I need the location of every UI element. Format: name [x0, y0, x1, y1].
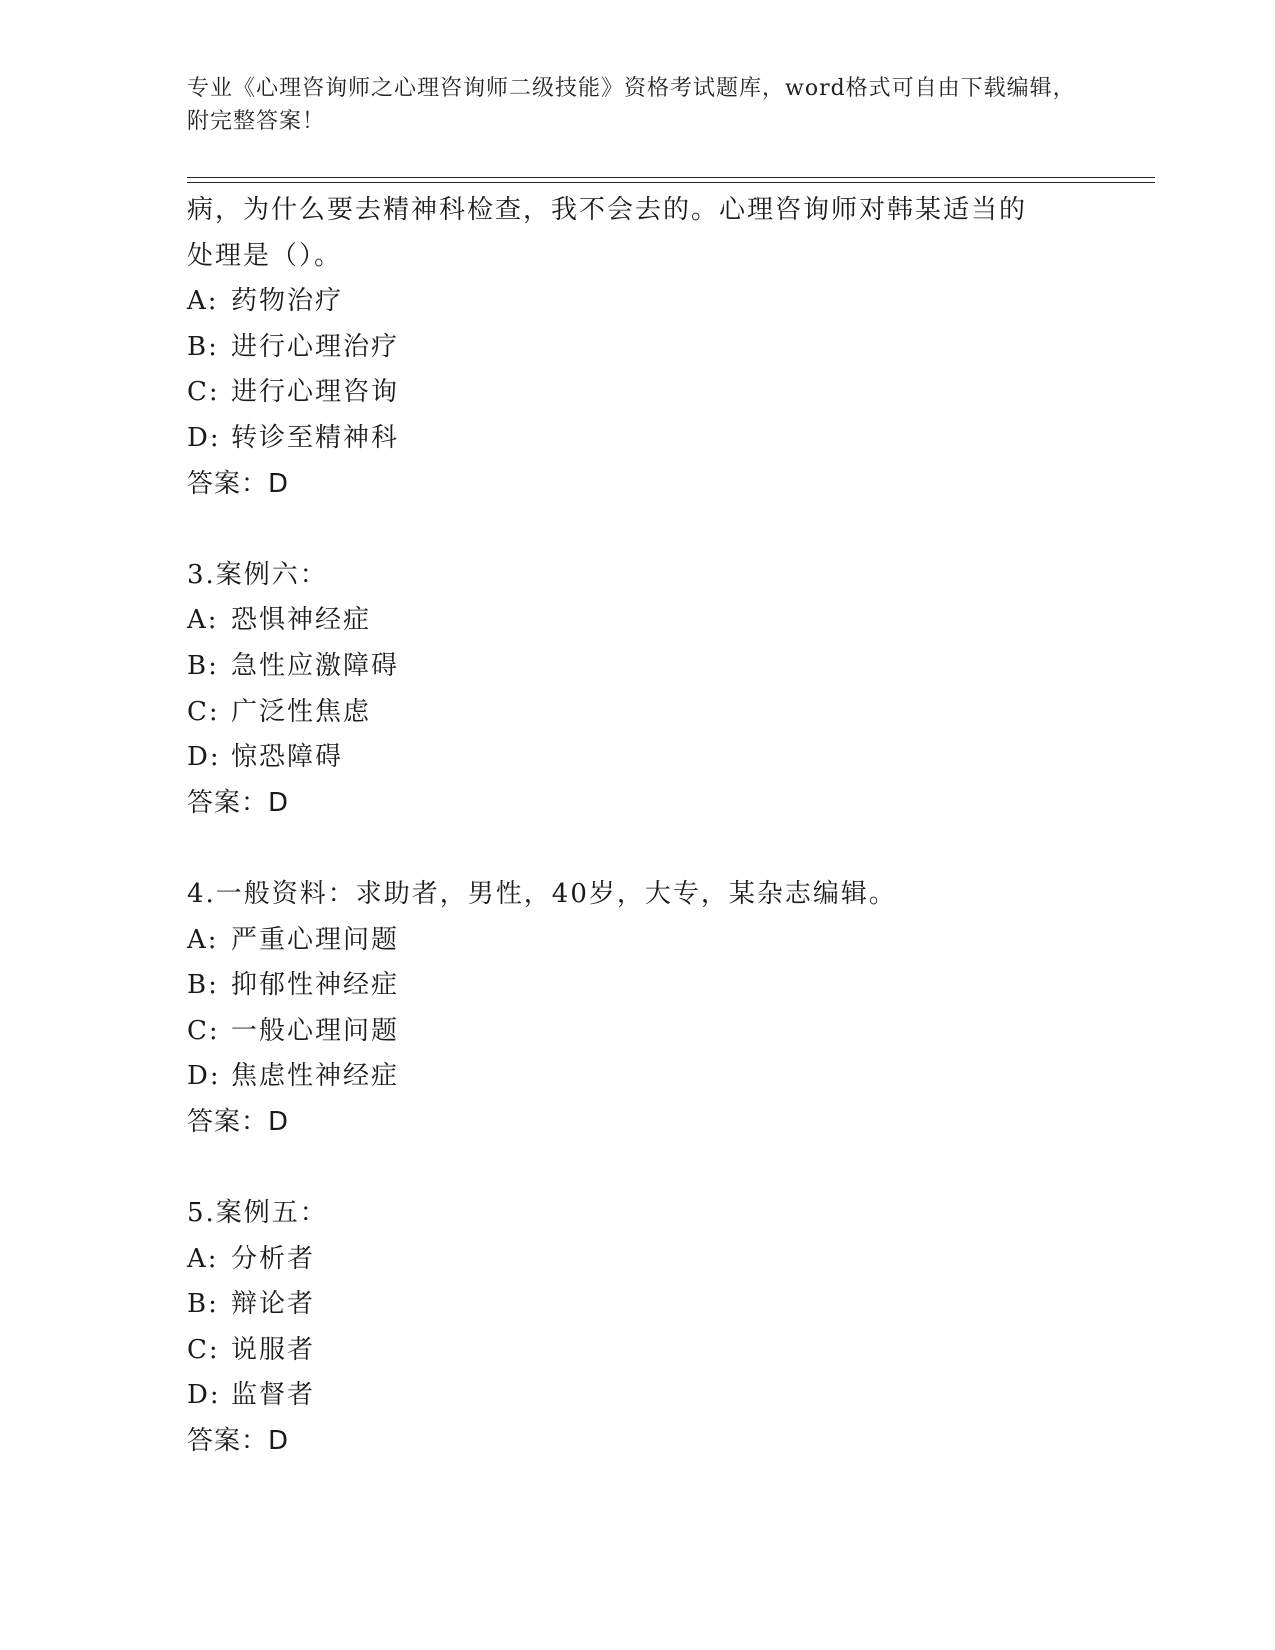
- option-letter: B:: [187, 970, 219, 1001]
- question-stem-line: 3.案例六：: [187, 559, 328, 590]
- question-stem-line: 4.一般资料：求助者，男性，40岁，大专，某杂志编辑。: [187, 878, 897, 909]
- option-text: 进行心理咨询: [231, 377, 400, 408]
- option-d: [187, 416, 1147, 462]
- option-text: 转诊至精神科: [231, 422, 400, 453]
- option-c: [187, 370, 1147, 416]
- option-letter: B:: [187, 1289, 219, 1320]
- document-header: 专业《心理咨询师之心理咨询师二级技能》资格考试题库，word格式可自由下载编辑，附完整答案！: [187, 76, 1076, 134]
- option-letter: D:: [187, 1061, 221, 1092]
- option-text: 说服者: [231, 1334, 316, 1365]
- answer-line: 答案：D: [187, 1426, 290, 1457]
- option-text: 急性应激障碍: [231, 650, 400, 681]
- answer-line: 答案：D: [187, 1106, 290, 1137]
- option-c: [187, 1009, 1147, 1055]
- option-text: 惊恐障碍: [231, 742, 344, 773]
- option-b: [187, 644, 1147, 690]
- option-d: [187, 1373, 1147, 1419]
- option-letter: D:: [187, 1380, 221, 1411]
- option-b: [187, 1282, 1147, 1328]
- question-stem-line: 病，为什么要去精神科检查，我不会去的。心理咨询师对韩某适当的: [187, 195, 1028, 225]
- option-a: [187, 598, 1147, 644]
- option-b: [187, 963, 1147, 1009]
- question-list: [187, 188, 1147, 1465]
- option-text: 监督者: [231, 1380, 316, 1411]
- option-text: 进行心理治疗: [231, 331, 400, 362]
- option-text: 辩论者: [231, 1289, 316, 1320]
- option-a: [187, 918, 1147, 964]
- question-block: [187, 553, 1147, 827]
- option-letter: A:: [187, 286, 219, 317]
- option-text: 广泛性焦虑: [231, 696, 372, 727]
- question-stem-line: 处理是（）。: [187, 240, 343, 271]
- option-text: 严重心理问题: [231, 924, 400, 955]
- option-a: [187, 279, 1147, 325]
- option-letter: B:: [187, 331, 219, 362]
- option-text: 抑郁性神经症: [231, 970, 400, 1001]
- option-text: 一般心理问题: [231, 1015, 400, 1046]
- option-b: [187, 325, 1147, 371]
- option-letter: C:: [187, 377, 220, 408]
- option-text: 药物治疗: [231, 286, 344, 317]
- header-rule-top: [187, 177, 1155, 178]
- option-letter: D:: [187, 422, 221, 453]
- option-text: 恐惧神经症: [231, 605, 372, 636]
- question-stem-line: 5.案例五：: [187, 1198, 328, 1229]
- option-c: [187, 690, 1147, 736]
- option-letter: D:: [187, 742, 221, 773]
- answer-line: 答案：D: [187, 468, 290, 499]
- spacer: [187, 826, 1147, 872]
- option-letter: A:: [187, 1243, 219, 1274]
- option-letter: A:: [187, 605, 219, 636]
- option-text: 焦虑性神经症: [231, 1061, 400, 1092]
- option-text: 分析者: [231, 1243, 316, 1274]
- option-d: [187, 1054, 1147, 1100]
- header-rule-bottom: [187, 182, 1155, 183]
- question-block: [187, 872, 1147, 1146]
- spacer: [187, 1145, 1147, 1191]
- option-letter: B:: [187, 650, 219, 681]
- spacer: [187, 507, 1147, 553]
- option-letter: C:: [187, 1015, 220, 1046]
- option-c: [187, 1328, 1147, 1374]
- question-block: [187, 188, 1147, 507]
- option-letter: C:: [187, 1334, 220, 1365]
- option-letter: C:: [187, 696, 220, 727]
- option-letter: A:: [187, 924, 219, 955]
- question-block: [187, 1191, 1147, 1465]
- option-a: [187, 1237, 1147, 1283]
- option-d: [187, 735, 1147, 781]
- answer-line: 答案：D: [187, 787, 290, 818]
